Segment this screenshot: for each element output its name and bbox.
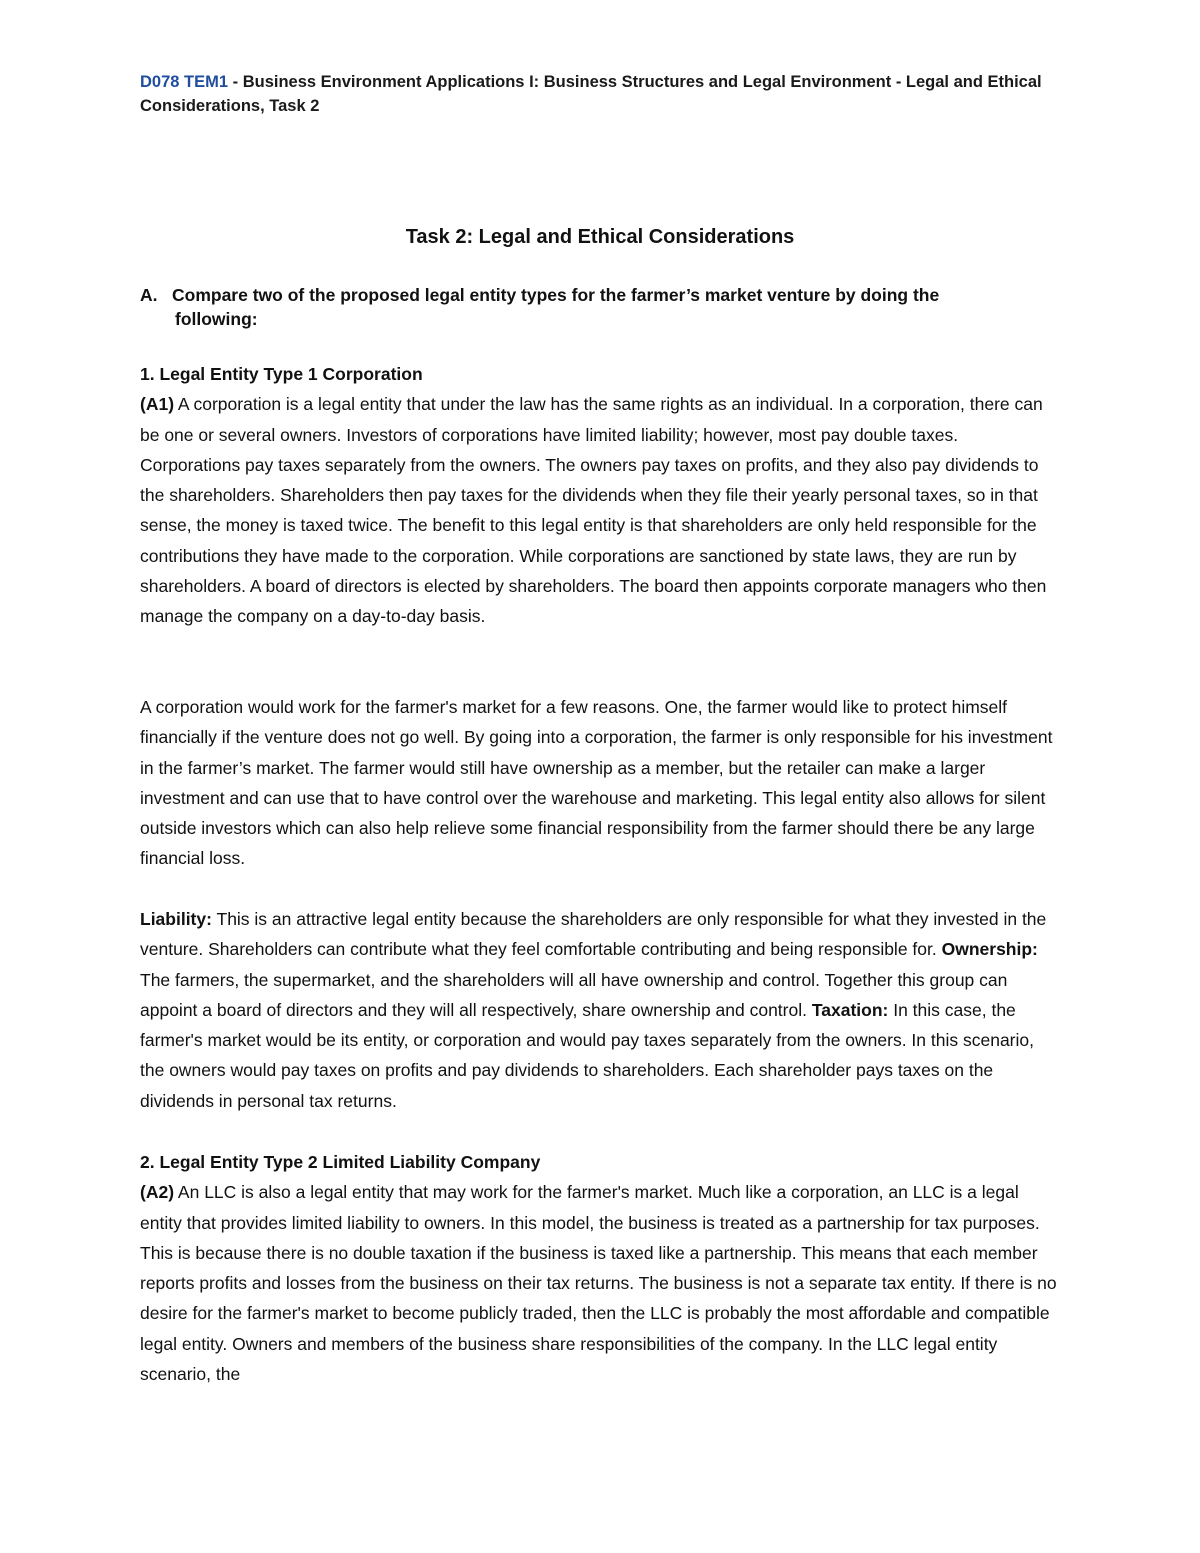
liability-label: Liability: (140, 909, 212, 929)
section-1-paragraph-3 (140, 904, 1060, 1116)
section-1 (140, 359, 1060, 632)
question-prompt (140, 283, 1040, 331)
question-text-line-2: following: (175, 309, 258, 329)
question-text-line-1: Compare two of the proposed legal entity types for the farmer’s market venture by doing the (172, 285, 940, 305)
document-header (140, 70, 1060, 118)
liability-text: This is an attractive legal entity because the shareholders are only responsible for what they invested in the venture. Shareholders can contribute what they feel comfortable contributing and being responsible for. (140, 909, 1047, 960)
section-1-heading: 1. Legal Entity Type 1 Corporation (140, 364, 423, 384)
course-code: D078 TEM1 (140, 73, 229, 91)
question-line-1 (140, 283, 1040, 307)
section-2-paragraph-1-text: An LLC is also a legal entity that may work for the farmer's market. Much like a corporation, an LLC is a legal entity that provides limited liability to owners. In this model, the business is treated as a partnership for tax purposes. This is because there is no double taxation if the business is taxed like a partnership. This means that each member reports profits and losses from the business on their tax returns. The business is not a separate tax entity. If there is no desire for the farmer's market to become publicly traded, then the LLC is probably the most affordable and compatible legal entity. Owners and members of the business share responsibilities of the company. In the LLC legal entity scenario, the (140, 1182, 1057, 1385)
section-2-tag: (A2) (140, 1182, 175, 1203)
question-letter: A. (140, 285, 158, 305)
ownership-label: Ownership: (941, 939, 1038, 960)
section-1-paragraph-1 (140, 389, 1060, 631)
course-title: - Business Environment Applications I: Business Structures and Legal Environment - Legal and Ethical Considerations, Task 2 (140, 73, 1042, 115)
section-1-paragraph-2: A corporation would work for the farmer's market for a few reasons. One, the farmer would like to protect himself financially if the venture does not go well. By going into a corporation, the farmer is only responsible for his investment in the farmer’s market. The farmer would still have ownership as a member, but the retailer can make a larger investment and can use that to have control over the warehouse and marketing. This legal entity also allows for silent outside investors which can also help relieve some financial responsibility from the farmer should there be any large financial loss. (140, 697, 1053, 869)
section-1-paragraph-3-block (140, 904, 1060, 1116)
section-2-paragraph-1 (140, 1177, 1060, 1389)
document-title: Task 2: Legal and Ethical Considerations (405, 226, 795, 248)
section-2 (140, 1147, 1060, 1389)
taxation-label: Taxation: (811, 999, 889, 1020)
ownership-text: The farmers, the supermarket, and the shareholders will all have ownership and control. Together this group can appoint a board of directors and they will all respectively, share ownership and control. (140, 969, 1008, 1020)
section-1-tag: (A1) (140, 394, 175, 415)
section-1-paragraph-1-text: A corporation is a legal entity that under the law has the same rights as an individual. In a corporation, there can be one or several owners. Investors of corporations have limited liability; however, most pay double taxes. Corporations pay taxes separately from the owners. The owners pay taxes on profits, and they also pay dividends to the shareholders. Shareholders then pay taxes for the dividends when they file their yearly personal taxes, so in that sense, the money is taxed twice. The benefit to this legal entity is that shareholders are only held responsible for the contributions they have made to the corporation. While corporations are sanctioned by state laws, they are run by shareholders. A board of directors is elected by shareholders. The board then appoints corporate managers who then manage the company on a day-to-day basis. (140, 394, 1047, 627)
taxation-text: In this case, the farmer's market would be its entity, or corporation and would pay taxes separately from the owners. In this scenario, the owners would pay taxes on profits and pay dividends to shareholders. Each shareholder pays taxes on the dividends in personal tax returns. (140, 999, 1034, 1111)
section-2-heading: 2. Legal Entity Type 2 Limited Liability Company (140, 1152, 541, 1172)
section-1-paragraph-2-block (140, 692, 1060, 874)
